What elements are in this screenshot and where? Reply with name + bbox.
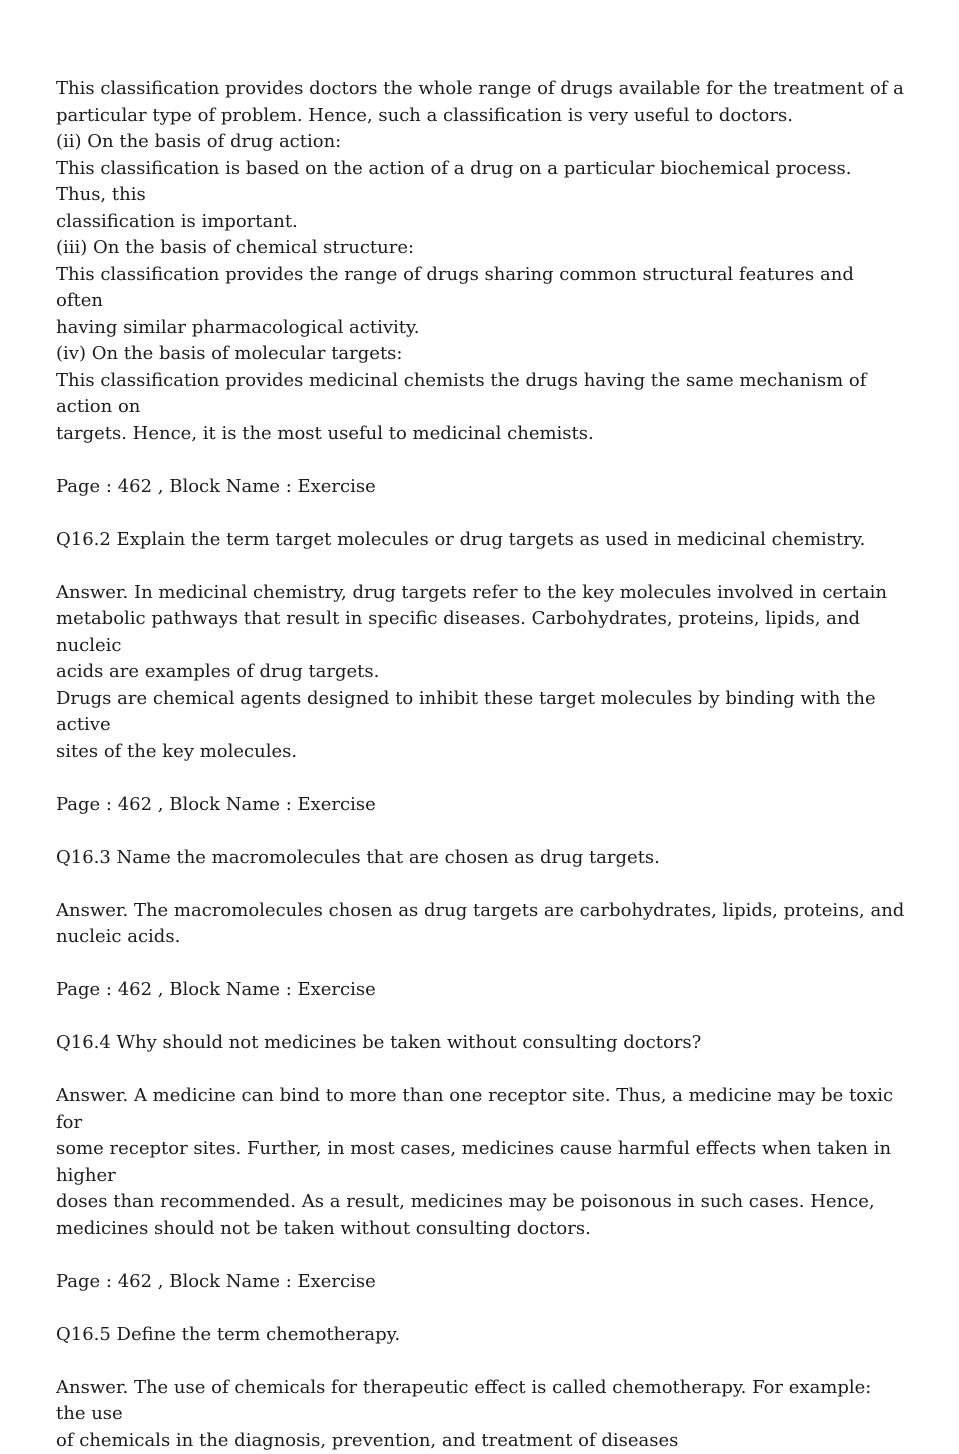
question-q16-3: Q16.3 Name the macromolecules that are chosen as drug targets. [56, 845, 906, 872]
answer-line: of chemicals in the diagnosis, prevention, and treatment of diseases [56, 1428, 906, 1454]
intro-line: This classification provides medicinal chemists the drugs having the same mechanism of action on [56, 368, 906, 421]
exercise-block-q16-5 [56, 1269, 906, 1454]
answer-line: Answer. The use of chemicals for therapeutic effect is called chemotherapy. For example: the use [56, 1375, 906, 1428]
exercise-block-q16-2 [56, 474, 906, 766]
intro-line: targets. Hence, it is the most useful to medicinal chemists. [56, 421, 906, 448]
answer-line: metabolic pathways that result in specific diseases. Carbohydrates, proteins, lipids, and nucleic [56, 606, 906, 659]
chemical-structure-heading: (iii) On the basis of chemical structure: [56, 235, 906, 262]
block-meta: Page : 462 , Block Name : Exercise [56, 474, 906, 501]
intro-section [56, 76, 906, 447]
intro-line: This classification provides doctors the whole range of drugs available for the treatment of a [56, 76, 906, 103]
intro-line: particular type of problem. Hence, such a classification is very useful to doctors. [56, 103, 906, 130]
answer-line: nucleic acids. [56, 924, 906, 951]
answer-line: Drugs are chemical agents designed to inhibit these target molecules by binding with the active [56, 686, 906, 739]
answer-line: Answer. A medicine can bind to more than one receptor site. Thus, a medicine may be toxic for [56, 1083, 906, 1136]
intro-line: This classification is based on the action of a drug on a particular biochemical process. Thus, this [56, 156, 906, 209]
answer-line: some receptor sites. Further, in most cases, medicines cause harmful effects when taken in higher [56, 1136, 906, 1189]
answer-line: Answer. In medicinal chemistry, drug targets refer to the key molecules involved in certain [56, 580, 906, 607]
molecular-targets-heading: (iv) On the basis of molecular targets: [56, 341, 906, 368]
intro-line: classification is important. [56, 209, 906, 236]
answer-line: acids are examples of drug targets. [56, 659, 906, 686]
answer-line: doses than recommended. As a result, medicines may be poisonous in such cases. Hence, [56, 1189, 906, 1216]
block-meta: Page : 462 , Block Name : Exercise [56, 1269, 906, 1296]
answer-line: sites of the key molecules. [56, 739, 906, 766]
answer-line: Answer. The macromolecules chosen as drug targets are carbohydrates, lipids, proteins, and [56, 898, 906, 925]
drug-action-heading: (ii) On the basis of drug action: [56, 129, 906, 156]
intro-line: having similar pharmacological activity. [56, 315, 906, 342]
question-q16-4: Q16.4 Why should not medicines be taken without consulting doctors? [56, 1030, 906, 1057]
block-meta: Page : 462 , Block Name : Exercise [56, 792, 906, 819]
answer-line: medicines should not be taken without consulting doctors. [56, 1216, 906, 1243]
block-meta: Page : 462 , Block Name : Exercise [56, 977, 906, 1004]
exercise-block-q16-3 [56, 792, 906, 951]
document-page [56, 76, 906, 1454]
question-q16-2: Q16.2 Explain the term target molecules or drug targets as used in medicinal chemistry. [56, 527, 906, 554]
question-q16-5: Q16.5 Define the term chemotherapy. [56, 1322, 906, 1349]
exercise-block-q16-4 [56, 977, 906, 1242]
intro-line: This classification provides the range of drugs sharing common structural features and often [56, 262, 906, 315]
